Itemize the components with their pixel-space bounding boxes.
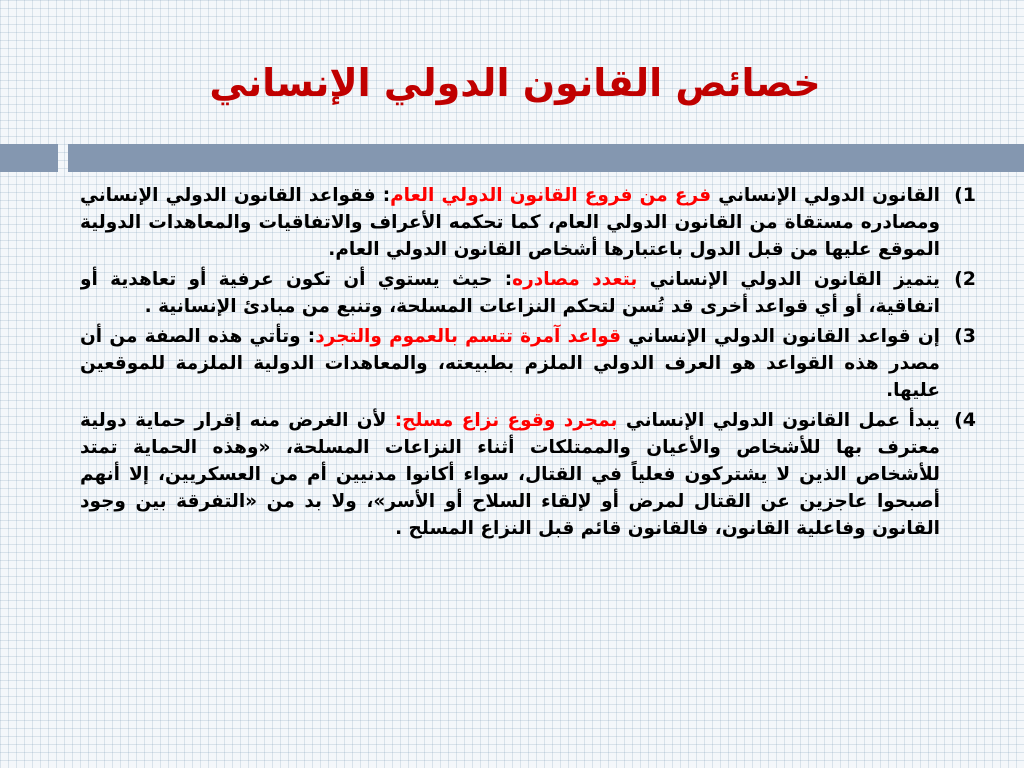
title-divider-left xyxy=(0,144,58,172)
item-rest: : حيث يستوي أن تكون عرفية أو تعاهدية أو اتفاقية، أو أي قواعد أخرى قد تُسن لتحكم النزاعات المسلحة، وتنبع من مبادئ الإنسانية . xyxy=(80,269,940,317)
item-text xyxy=(80,266,940,320)
item-text xyxy=(80,182,940,263)
slide-title: خصائص القانون الدولي الإنساني xyxy=(209,61,821,105)
item-rest: : فقواعد القانون الدولي الإنساني ومصادره مستقاة من القانون الدولي العام، كما تحكمه الأعراف والاتفاقيات والمعاهدات الدولية الموقع عليها من قبل الدول باعتبارها أشخاص القانون الدولي العام. xyxy=(80,185,940,260)
item-lead: القانون الدولي الإنساني xyxy=(711,185,940,206)
list-item xyxy=(80,182,976,263)
item-highlight: بمجرد وقوع نزاع مسلح: xyxy=(394,410,618,431)
list-item xyxy=(80,323,976,404)
item-lead: يتميز القانون الدولي الإنساني xyxy=(637,269,940,290)
item-number: (3 xyxy=(954,325,976,347)
item-rest: لأن الغرض منه إقرار حماية دولية معترف بها للأشخاص والأعيان والممتلكات أثناء النزاعات المسلحة، «وهذه الحماية تمتد للأشخاص الذين لا يشتركون فعلياً في القتال، سواء أكانوا مدنيين أم من العسكريين، إلا أنهم أصبحوا عاجزين عن القتال لمرض أو لإلقاء السلاح أو الأسر»، ولا بد من «التفرقة بين وجود القانون وفاعلية القانون، فالقانون قائم قبل النزاع المسلح . xyxy=(80,410,940,539)
item-number: (1 xyxy=(954,184,976,206)
item-highlight: قواعد آمرة تتسم بالعموم والتجرد xyxy=(315,326,621,347)
item-number: (4 xyxy=(954,409,976,431)
list-item xyxy=(80,266,976,320)
item-lead: إن قواعد القانون الدولي الإنساني xyxy=(620,326,940,347)
content-list xyxy=(80,182,976,762)
list-item xyxy=(80,407,976,542)
item-text xyxy=(80,323,940,404)
item-text xyxy=(80,407,940,542)
item-rest: : وتأتي هذه الصفة من أن مصدر هذه القواعد هو العرف الدولي الملزم بطبيعته، والمعاهدات الدولية الملزمة للموقعين عليها. xyxy=(80,326,940,401)
item-highlight: بتعدد مصادره xyxy=(512,269,638,290)
item-lead: يبدأ عمل القانون الدولي الإنساني xyxy=(617,410,941,431)
item-highlight: فرع من فروع القانون الدولي العام xyxy=(390,185,712,206)
title-divider-right xyxy=(68,144,1024,172)
item-number: (2 xyxy=(954,268,976,290)
